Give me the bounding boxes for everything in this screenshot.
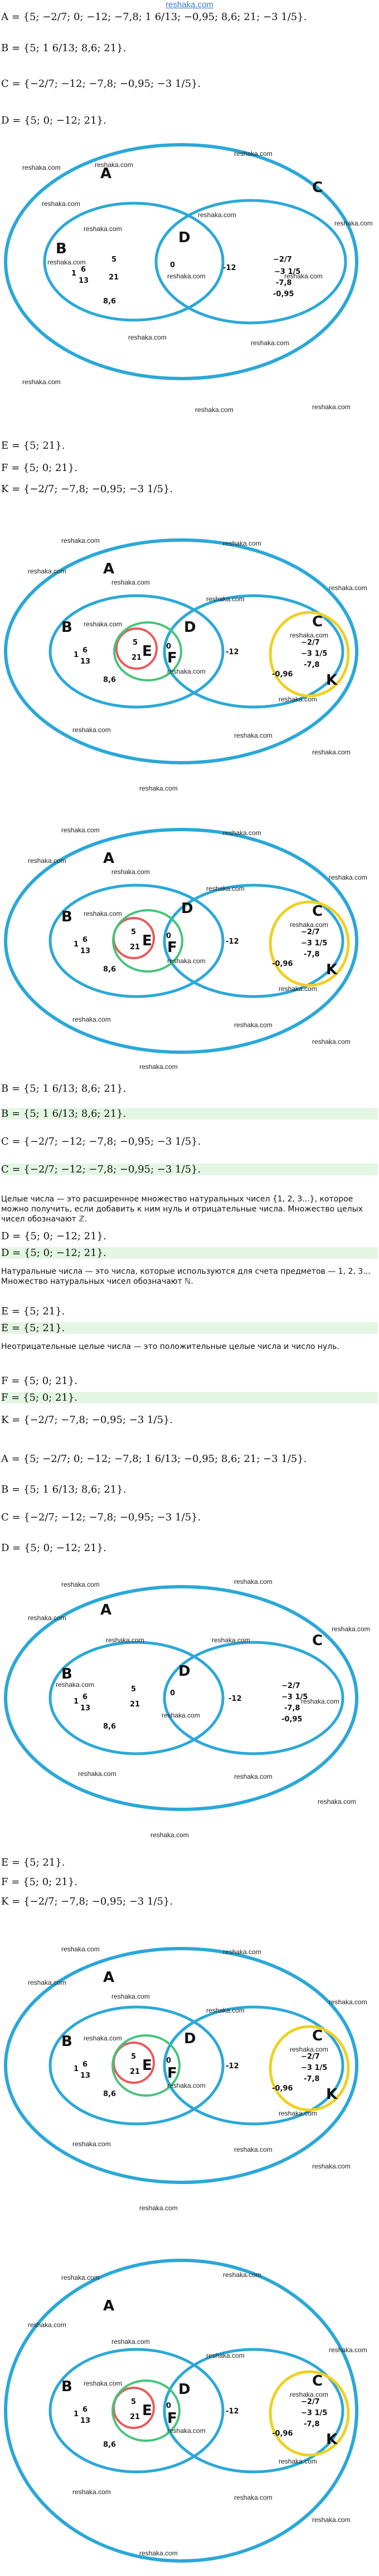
svg-text:reshaka.com: reshaka.com [312, 403, 351, 411]
svg-text:reshaka.com: reshaka.com [28, 1979, 66, 1986]
svg-text:reshaka.com: reshaka.com [84, 910, 122, 917]
set-E-definition-2: E = {5; 21}. [1, 1306, 65, 1317]
svg-text:reshaka.com: reshaka.com [167, 2082, 206, 2089]
svg-text:reshaka.com: reshaka.com [312, 2162, 351, 2170]
svg-text:8,6: 8,6 [103, 2090, 116, 2098]
svg-text:reshaka.com: reshaka.com [329, 584, 367, 592]
svg-text:D: D [178, 1663, 191, 1680]
set-B-definition-3: B = {5; 1 6/13; 8,6; 21}. [1, 1484, 127, 1495]
svg-text:-7,8: -7,8 [276, 279, 292, 287]
svg-text:21: 21 [109, 273, 119, 282]
svg-text:reshaka.com: reshaka.com [111, 1993, 150, 2000]
svg-text:−3 1/5: −3 1/5 [301, 2409, 328, 2417]
set-C-highlight: C = {−2/7; −12; −7,8; −0,95; −3 1/5}. [1, 1164, 378, 1175]
svg-text:1: 1 [74, 651, 79, 659]
svg-text:A: A [100, 1602, 112, 1618]
set-E-definition: E = {5; 21}. [1, 440, 65, 452]
svg-text:-7,8: -7,8 [304, 950, 320, 959]
svg-text:reshaka.com: reshaka.com [206, 2006, 245, 2014]
svg-text:reshaka.com: reshaka.com [84, 2034, 122, 2042]
svg-text:reshaka.com: reshaka.com [139, 2549, 178, 2557]
svg-text:−2/7: −2/7 [273, 256, 292, 264]
svg-text:reshaka.com: reshaka.com [223, 1948, 261, 1956]
svg-text:E: E [142, 2057, 152, 2074]
svg-text:0: 0 [170, 261, 176, 269]
svg-text:reshaka.com: reshaka.com [195, 406, 234, 414]
svg-text:reshaka.com: reshaka.com [95, 161, 133, 169]
svg-text:D: D [184, 619, 196, 636]
set-B-definition: B = {5; 1 6/13; 8,6; 21}. [1, 42, 127, 54]
svg-text:A: A [103, 850, 115, 867]
integers-definition: Целые числа — это расширенное множество натуральных чисел {1, 2, 3...}, которое можно получить, если добавить к ним нуль и отрицательные числа. Множество целых чисел обозначают ℤ. [1, 1195, 363, 1224]
svg-text:reshaka.com: reshaka.com [47, 258, 86, 266]
svg-text:−3 1/5: −3 1/5 [301, 939, 328, 948]
svg-text:reshaka.com: reshaka.com [206, 595, 245, 603]
svg-text:5: 5 [131, 2398, 137, 2406]
svg-text:F: F [167, 939, 177, 956]
svg-text:reshaka.com: reshaka.com [332, 1625, 370, 1633]
set-C-definition: C = {−2/7; −12; −7,8; −0,95; −3 1/5}. [1, 78, 201, 90]
svg-text:reshaka.com: reshaka.com [111, 2338, 150, 2346]
venn-diagram-6 [0, 2227, 379, 2572]
venn-diagram-3 [0, 802, 379, 1080]
svg-text:-7,8: -7,8 [304, 661, 320, 669]
svg-text:reshaka.com: reshaka.com [61, 2274, 100, 2281]
svg-text:reshaka.com: reshaka.com [234, 150, 273, 158]
svg-text:0: 0 [170, 1689, 176, 1697]
svg-text:E: E [142, 933, 152, 949]
set-D-highlight: D = {5; 0; −12; 21}. [1, 1247, 378, 1259]
set-F-highlight: F = {5; 0; 21}. [1, 1392, 378, 1404]
svg-text:reshaka.com: reshaka.com [111, 868, 150, 876]
venn-diagram-5 [0, 1921, 379, 2221]
svg-text:C: C [312, 2028, 323, 2044]
svg-text:reshaka.com: reshaka.com [72, 2140, 111, 2148]
svg-text:0: 0 [166, 932, 172, 940]
svg-text:E: E [142, 643, 152, 660]
svg-text:21: 21 [132, 654, 142, 662]
svg-text:13: 13 [80, 658, 91, 666]
svg-text:8,6: 8,6 [103, 1723, 116, 1731]
svg-text:reshaka.com: reshaka.com [128, 333, 167, 341]
svg-text:reshaka.com: reshaka.com [279, 2109, 317, 2117]
svg-text:-12: -12 [223, 264, 236, 272]
svg-text:reshaka.com: reshaka.com [167, 272, 206, 280]
svg-text:reshaka.com: reshaka.com [334, 219, 373, 227]
set-A-definition: A = {5; −2/7; 0; −12; −7,8; 1 6/13; −0,95; 8,6; 21; −3 1/5}. [1, 11, 307, 23]
svg-text:8,6: 8,6 [103, 297, 116, 306]
svg-text:reshaka.com: reshaka.com [28, 1614, 66, 1622]
svg-text:21: 21 [130, 943, 140, 951]
svg-text:B: B [61, 619, 72, 636]
svg-text:13: 13 [79, 277, 89, 285]
svg-text:-7,8: -7,8 [304, 2420, 320, 2428]
svg-text:reshaka.com: reshaka.com [234, 2494, 273, 2501]
svg-text:reshaka.com: reshaka.com [284, 272, 323, 280]
svg-text:F: F [167, 650, 177, 666]
svg-text:reshaka.com: reshaka.com [212, 1636, 250, 1644]
svg-text:E: E [142, 2402, 152, 2419]
svg-text:reshaka.com: reshaka.com [72, 1015, 111, 1023]
svg-text:reshaka.com: reshaka.com [28, 857, 66, 865]
svg-text:B: B [61, 2378, 72, 2395]
svg-text:reshaka.com: reshaka.com [111, 578, 150, 586]
svg-text:-0,96: -0,96 [272, 670, 293, 679]
svg-text:reshaka.com: reshaka.com [312, 748, 351, 756]
svg-text:reshaka.com: reshaka.com [139, 1063, 178, 1071]
svg-text:reshaka.com: reshaka.com [139, 784, 178, 792]
svg-text:A: A [103, 2298, 115, 2314]
svg-text:reshaka.com: reshaka.com [234, 2146, 273, 2153]
svg-text:reshaka.com: reshaka.com [22, 378, 61, 386]
svg-text:-7,8: -7,8 [284, 1704, 300, 1713]
svg-text:D: D [181, 900, 193, 917]
svg-text:-0,96: -0,96 [272, 2084, 293, 2093]
svg-text:B: B [61, 2033, 72, 2050]
set-B-definition-2: B = {5; 1 6/13; 8,6; 21}. [1, 1083, 127, 1095]
svg-text:0: 0 [166, 2057, 172, 2065]
set-K-definition: K = {−2/7; −7,8; −0,95; −3 1/5}. [1, 483, 173, 495]
svg-text:reshaka.com: reshaka.com [150, 1831, 189, 1839]
svg-text:reshaka.com: reshaka.com [139, 2204, 178, 2212]
svg-text:reshaka.com: reshaka.com [290, 2391, 328, 2398]
svg-text:reshaka.com: reshaka.com [251, 339, 289, 347]
svg-text:K: K [326, 672, 338, 689]
set-F-definition: F = {5; 0; 21}. [1, 462, 78, 474]
svg-text:reshaka.com: reshaka.com [56, 1681, 94, 1689]
set-C-definition-2: C = {−2/7; −12; −7,8; −0,95; −3 1/5}. [1, 1136, 201, 1147]
svg-text:-12: -12 [226, 2062, 239, 2070]
set-D-definition-3: D = {5; 0; −12; 21}. [1, 1542, 106, 1554]
svg-text:reshaka.com: reshaka.com [22, 164, 61, 171]
svg-text:K: K [326, 2086, 338, 2103]
svg-text:-12: -12 [229, 1695, 242, 1703]
svg-text:reshaka.com: reshaka.com [198, 211, 236, 219]
svg-text:D: D [178, 229, 191, 246]
svg-text:C: C [312, 179, 323, 196]
svg-text:reshaka.com: reshaka.com [279, 985, 317, 993]
svg-text:reshaka.com: reshaka.com [61, 1945, 100, 1953]
svg-text:reshaka.com: reshaka.com [223, 829, 261, 837]
svg-text:1: 1 [74, 940, 79, 949]
svg-text:reshaka.com: reshaka.com [223, 2271, 261, 2279]
svg-text:reshaka.com: reshaka.com [234, 1773, 273, 1780]
svg-text:A: A [103, 1969, 115, 1986]
svg-text:-0,95: -0,95 [281, 1715, 303, 1724]
svg-text:1: 1 [74, 2065, 79, 2073]
set-F-definition-3: F = {5; 0; 21}. [1, 1876, 78, 1888]
svg-text:A: A [100, 165, 112, 182]
svg-text:13: 13 [80, 2417, 91, 2425]
svg-text:reshaka.com: reshaka.com [312, 1038, 351, 1046]
set-E-highlight: E = {5; 21}. [1, 1322, 378, 1334]
svg-text:-0,96: -0,96 [272, 960, 293, 968]
venn-diagram-1 [0, 134, 379, 423]
svg-text:1: 1 [74, 1697, 79, 1706]
svg-text:−3 1/5: −3 1/5 [301, 2064, 328, 2072]
svg-text:8,6: 8,6 [103, 2441, 116, 2449]
svg-text:6: 6 [82, 2060, 88, 2069]
set-K-definition-2: K = {−2/7; −7,8; −0,95; −3 1/5}. [1, 1414, 173, 1426]
svg-text:6: 6 [82, 936, 88, 944]
svg-text:reshaka.com: reshaka.com [72, 726, 111, 734]
svg-text:-12: -12 [226, 938, 239, 946]
svg-text:−3 1/5: −3 1/5 [301, 650, 328, 658]
set-K-definition-3: K = {−2/7; −7,8; −0,95; −3 1/5}. [1, 1896, 173, 1907]
svg-text:13: 13 [80, 2072, 91, 2080]
site-link[interactable]: reshaka.com [166, 0, 213, 9]
nonneg-definition: Неотрицательные целые числа — это положительные целые числа и число нуль. [1, 1342, 339, 1351]
svg-text:reshaka.com: reshaka.com [61, 537, 100, 544]
svg-text:reshaka.com: reshaka.com [42, 200, 80, 208]
svg-text:reshaka.com: reshaka.com [167, 668, 206, 675]
svg-text:reshaka.com: reshaka.com [312, 2516, 351, 2524]
svg-text:reshaka.com: reshaka.com [78, 1770, 116, 1778]
svg-text:reshaka.com: reshaka.com [84, 225, 122, 233]
svg-text:1: 1 [74, 2410, 79, 2418]
svg-text:6: 6 [82, 646, 88, 655]
svg-text:reshaka.com: reshaka.com [279, 2457, 317, 2465]
svg-text:−2/7: −2/7 [301, 639, 320, 647]
svg-text:A: A [103, 561, 115, 577]
svg-text:−3 1/5: −3 1/5 [274, 268, 301, 276]
set-E-definition-3: E = {5; 21}. [1, 1857, 65, 1868]
svg-text:reshaka.com: reshaka.com [206, 2352, 245, 2359]
svg-text:6: 6 [82, 1693, 88, 1701]
svg-text:5: 5 [131, 2053, 137, 2061]
svg-text:reshaka.com: reshaka.com [290, 631, 328, 639]
svg-text:6: 6 [82, 2406, 88, 2414]
svg-text:F: F [167, 2410, 177, 2427]
svg-text:21: 21 [130, 1700, 140, 1709]
svg-text:1: 1 [71, 269, 77, 278]
svg-text:reshaka.com: reshaka.com [61, 826, 100, 834]
set-D-definition-2: D = {5; 0; −12; 21}. [1, 1230, 106, 1242]
svg-text:reshaka.com: reshaka.com [329, 2346, 367, 2354]
svg-text:5: 5 [131, 928, 137, 936]
svg-text:reshaka.com: reshaka.com [329, 1998, 367, 2006]
svg-text:reshaka.com: reshaka.com [234, 1021, 273, 1029]
svg-text:F: F [167, 2065, 177, 2082]
svg-text:reshaka.com: reshaka.com [84, 2379, 122, 2387]
svg-text:C: C [312, 2373, 323, 2389]
venn-diagram-4 [0, 1559, 379, 1848]
svg-text:reshaka.com: reshaka.com [329, 874, 367, 881]
svg-text:21: 21 [130, 2068, 140, 2076]
svg-text:13: 13 [80, 1704, 91, 1713]
svg-text:0: 0 [166, 2402, 172, 2410]
svg-text:-12: -12 [226, 648, 239, 656]
svg-text:D: D [178, 2381, 191, 2398]
naturals-definition: Натуральные числа — это числа, которые используются для счета предметов — 1, 2, 3... Множество натуральных чисел обозначают ℕ. [1, 1267, 371, 1286]
svg-text:13: 13 [80, 947, 91, 955]
svg-text:reshaka.com: reshaka.com [162, 1711, 200, 1719]
svg-text:−2/7: −2/7 [301, 2053, 320, 2061]
svg-text:6: 6 [81, 266, 86, 274]
svg-text:K: K [326, 2431, 338, 2448]
set-D-definition: D = {5; 0; −12; 21}. [1, 115, 106, 126]
svg-text:reshaka.com: reshaka.com [318, 1798, 356, 1805]
svg-text:C: C [312, 1632, 323, 1649]
set-C-definition-3: C = {−2/7; −12; −7,8; −0,95; −3 1/5}. [1, 1512, 201, 1523]
svg-text:21: 21 [130, 2413, 140, 2421]
svg-text:-7,8: -7,8 [304, 2075, 320, 2083]
svg-text:reshaka.com: reshaka.com [72, 2488, 111, 2496]
set-B-highlight: B = {5; 1 6/13; 8,6; 21}. [1, 1108, 378, 1120]
venn-diagram-2 [0, 512, 379, 802]
svg-text:reshaka.com: reshaka.com [301, 1697, 339, 1705]
svg-text:reshaka.com: reshaka.com [61, 1581, 100, 1588]
svg-text:-0,95: -0,95 [273, 290, 294, 298]
svg-text:B: B [61, 909, 72, 925]
svg-text:reshaka.com: reshaka.com [223, 539, 261, 547]
svg-text:−2/7: −2/7 [301, 928, 320, 936]
svg-text:-12: -12 [226, 2407, 239, 2416]
svg-text:−2/7: −2/7 [281, 1682, 300, 1690]
svg-text:8,6: 8,6 [103, 676, 116, 684]
svg-text:D: D [184, 2030, 196, 2047]
svg-text:0: 0 [166, 642, 172, 651]
svg-text:K: K [326, 961, 338, 978]
svg-text:reshaka.com: reshaka.com [28, 2321, 66, 2329]
svg-text:reshaka.com: reshaka.com [106, 1636, 144, 1644]
svg-text:reshaka.com: reshaka.com [84, 620, 122, 628]
svg-text:5: 5 [131, 1685, 137, 1694]
svg-text:B: B [56, 241, 67, 257]
svg-text:−2/7: −2/7 [301, 2398, 320, 2406]
svg-text:reshaka.com: reshaka.com [167, 957, 206, 965]
svg-text:reshaka.com: reshaka.com [234, 1578, 273, 1586]
set-F-definition-2: F = {5; 0; 21}. [1, 1375, 78, 1387]
svg-text:B: B [61, 1666, 72, 1682]
svg-text:−3 1/5: −3 1/5 [281, 1693, 308, 1701]
svg-text:reshaka.com: reshaka.com [28, 567, 66, 575]
svg-text:5: 5 [133, 639, 138, 647]
svg-text:reshaka.com: reshaka.com [234, 732, 273, 739]
svg-text:C: C [312, 903, 323, 920]
svg-text:reshaka.com: reshaka.com [279, 695, 317, 703]
svg-text:C: C [312, 614, 323, 630]
svg-text:5: 5 [111, 256, 117, 264]
svg-text:-0,96: -0,96 [272, 2430, 293, 2438]
svg-text:reshaka.com: reshaka.com [206, 885, 245, 892]
set-A-definition-2: A = {5; −2/7; 0; −12; −7,8; 1 6/13; −0,95; 8,6; 21; −3 1/5}. [1, 1453, 307, 1465]
svg-text:reshaka.com: reshaka.com [290, 921, 328, 929]
svg-text:reshaka.com: reshaka.com [290, 2045, 328, 2053]
svg-text:reshaka.com: reshaka.com [167, 2427, 206, 2435]
svg-text:8,6: 8,6 [103, 965, 116, 974]
